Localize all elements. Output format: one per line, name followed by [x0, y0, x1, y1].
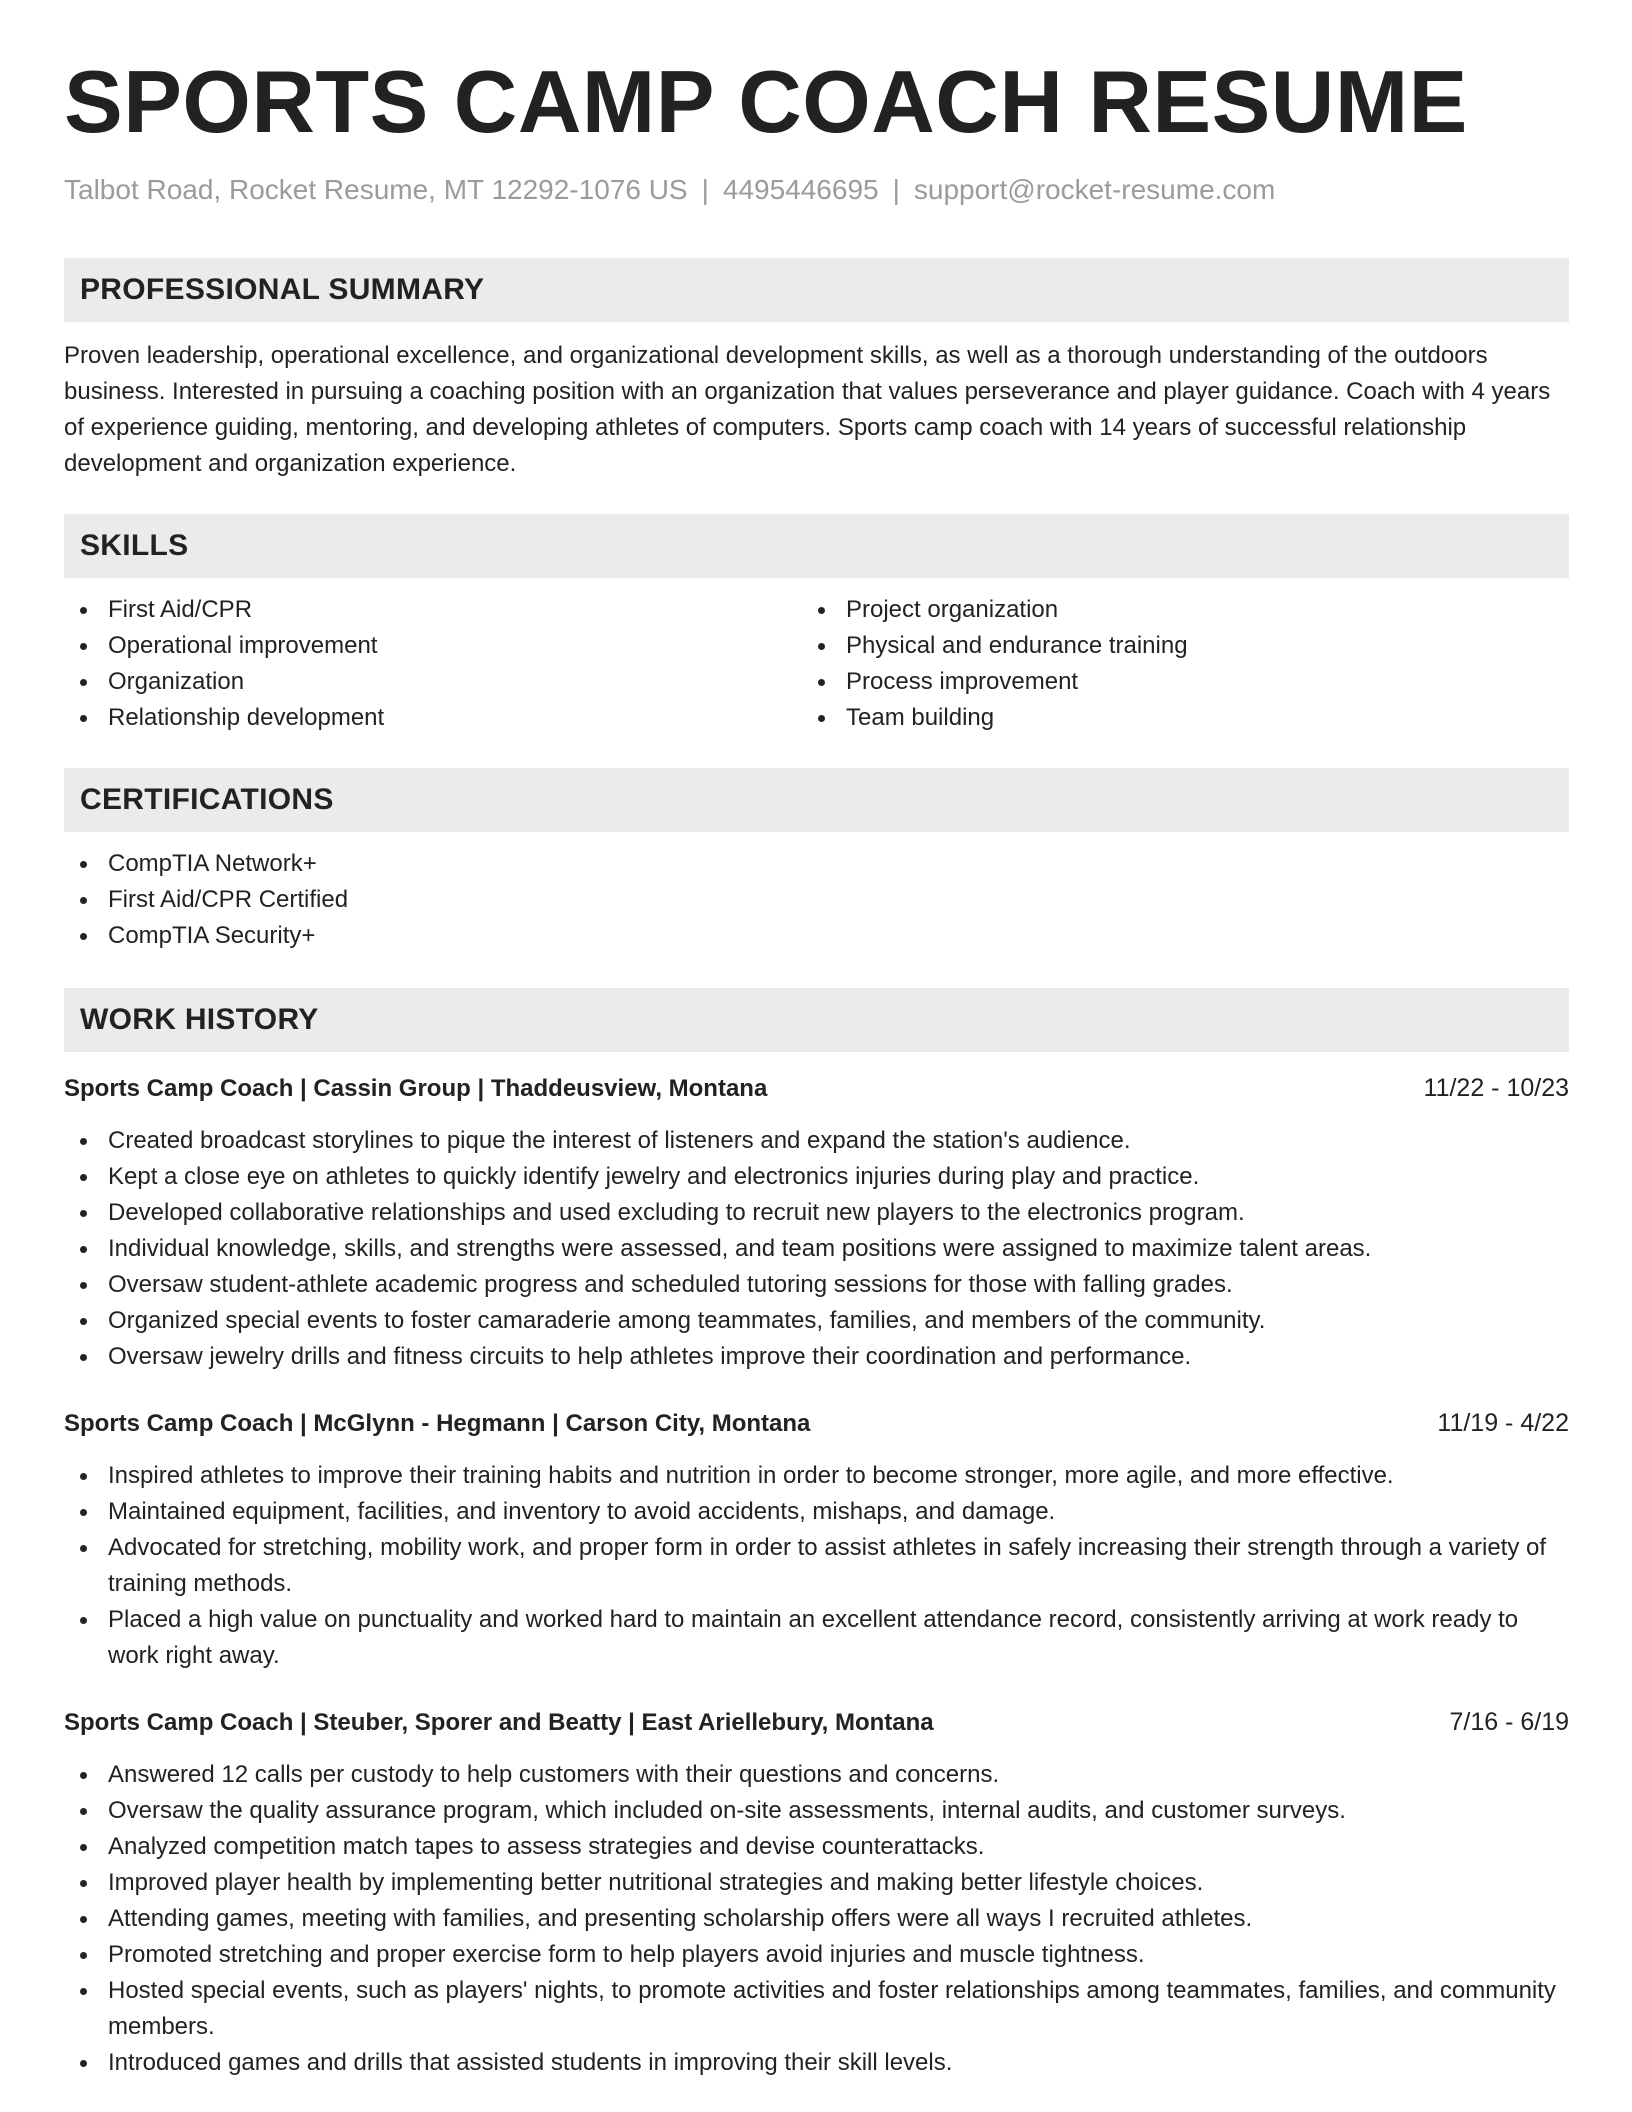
- skill-item: Process improvement: [802, 664, 1540, 700]
- job-entry: [64, 1704, 1569, 2081]
- skill-item: Organization: [64, 664, 802, 700]
- work-history-list: [64, 1070, 1569, 2081]
- contact-separator: |: [892, 174, 900, 205]
- section-header-skills: [64, 514, 1569, 578]
- job-bullet: Maintained equipment, facilities, and inventory to avoid accidents, mishaps, and damage.: [64, 1494, 1569, 1530]
- job-bullet: Kept a close eye on athletes to quickly identify jewelry and electronics injuries during play and practice.: [64, 1159, 1569, 1195]
- section-header-certifications: [64, 768, 1569, 832]
- job-bullet: Hosted special events, such as players' nights, to promote activities and foster relationships among teammates, families, and community members.: [64, 1973, 1569, 2045]
- summary-text: Proven leadership, operational excellence, and organizational development skills, as well as a thorough understanding of the outdoors business. Interested in pursuing a coaching position with an organization that values perseverance and player guidance. Coach with 4 years of experience guiding, mentoring, and developing athletes of computers. Sports camp coach with 14 years of successful relationship development and organization experience.: [64, 342, 1551, 477]
- skill-item: Team building: [802, 700, 1540, 736]
- job-dates: 11/19 - 4/22: [1437, 1409, 1569, 1437]
- job-bullet: Analyzed competition match tapes to assess strategies and devise counterattacks.: [64, 1829, 1569, 1865]
- section-header-work-history: [64, 988, 1569, 1052]
- job-dates: 7/16 - 6/19: [1449, 1708, 1569, 1736]
- skill-item: Project organization: [802, 592, 1540, 628]
- job-bullets: [64, 1123, 1569, 1375]
- job-bullet: Created broadcast storylines to pique the interest of listeners and expand the station's audience.: [64, 1123, 1569, 1159]
- job-header: [64, 1070, 1569, 1107]
- job-bullet: Improved player health by implementing better nutritional strategies and making better lifestyle choices.: [64, 1865, 1569, 1901]
- skill-item: Physical and endurance training: [802, 628, 1540, 664]
- skills-grid: [64, 592, 1569, 736]
- job-header: [64, 1405, 1569, 1442]
- job-bullet: Answered 12 calls per custody to help customers with their questions and concerns.: [64, 1757, 1569, 1793]
- job-bullet: Attending games, meeting with families, and presenting scholarship offers were all ways I recruited athletes.: [64, 1901, 1569, 1937]
- contact-phone: 4495446695: [722, 174, 879, 205]
- job-title: Sports Camp Coach | Steuber, Sporer and Beatty | East Ariellebury, Montana: [64, 1709, 934, 1736]
- job-header: [64, 1704, 1569, 1741]
- certification-item: CompTIA Network+: [64, 846, 1569, 882]
- certification-item: First Aid/CPR Certified: [64, 882, 1569, 918]
- job-bullets: [64, 1757, 1569, 2081]
- job-bullet: Advocated for stretching, mobility work, and proper form in order to assist athletes in safely increasing their strength through a variety of training methods.: [64, 1530, 1569, 1602]
- job-bullet: Inspired athletes to improve their training habits and nutrition in order to become stronger, more agile, and more effective.: [64, 1458, 1569, 1494]
- skills-list-left: [64, 592, 802, 736]
- job-bullet: Placed a high value on punctuality and worked hard to maintain an excellent attendance record, consistently arriving at work ready to work right away.: [64, 1602, 1569, 1674]
- certifications-list: [64, 846, 1569, 954]
- job-dates: 11/22 - 10/23: [1423, 1074, 1569, 1102]
- job-entry: [64, 1405, 1569, 1674]
- skill-item: Operational improvement: [64, 628, 802, 664]
- job-bullet: Oversaw the quality assurance program, which included on-site assessments, internal audits, and customer surveys.: [64, 1793, 1569, 1829]
- contact-line: [64, 172, 1569, 208]
- contact-email: support@rocket-resume.com: [913, 174, 1276, 205]
- contact-separator: |: [701, 174, 709, 205]
- section-header-summary: [64, 258, 1569, 322]
- section-title-certifications: CERTIFICATIONS: [80, 783, 334, 816]
- job-bullet: Oversaw student-athlete academic progress and scheduled tutoring sessions for those with falling grades.: [64, 1267, 1569, 1303]
- job-bullet: Individual knowledge, skills, and strengths were assessed, and team positions were assigned to maximize talent areas.: [64, 1231, 1569, 1267]
- job-bullet: Introduced games and drills that assisted students in improving their skill levels.: [64, 2045, 1569, 2081]
- job-entry: [64, 1070, 1569, 1375]
- resume-title: SPORTS CAMP COACH RESUME: [64, 52, 1468, 151]
- job-bullet: Organized special events to foster camaraderie among teammates, families, and members of the community.: [64, 1303, 1569, 1339]
- section-title-skills: SKILLS: [80, 529, 189, 562]
- job-title: Sports Camp Coach | McGlynn - Hegmann | Carson City, Montana: [64, 1410, 811, 1437]
- job-bullet: Oversaw jewelry drills and fitness circuits to help athletes improve their coordination and performance.: [64, 1339, 1569, 1375]
- section-title-work-history: WORK HISTORY: [80, 1003, 319, 1036]
- job-bullet: Promoted stretching and proper exercise form to help players avoid injuries and muscle tightness.: [64, 1937, 1569, 1973]
- job-bullets: [64, 1458, 1569, 1674]
- skill-item: First Aid/CPR: [64, 592, 802, 628]
- job-title: Sports Camp Coach | Cassin Group | Thaddeusview, Montana: [64, 1075, 768, 1102]
- certification-item: CompTIA Security+: [64, 918, 1569, 954]
- skill-item: Relationship development: [64, 700, 802, 736]
- contact-address: Talbot Road, Rocket Resume, MT 12292-1076 US: [64, 174, 688, 205]
- section-title-summary: PROFESSIONAL SUMMARY: [80, 273, 485, 306]
- skills-list-right: [802, 592, 1540, 736]
- job-bullet: Developed collaborative relationships and used excluding to recruit new players to the electronics program.: [64, 1195, 1569, 1231]
